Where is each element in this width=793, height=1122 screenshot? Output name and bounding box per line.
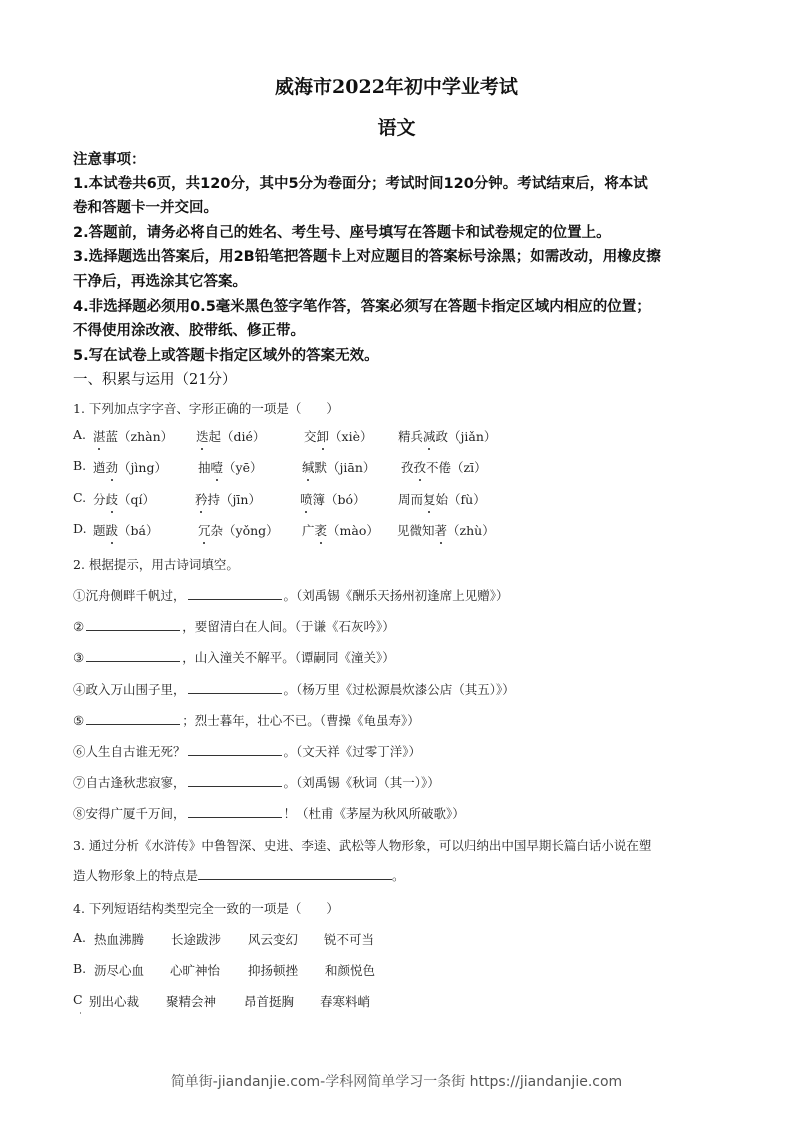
dotted-char: 复 bbox=[423, 492, 436, 507]
option-item: 风云变幻 bbox=[248, 932, 299, 947]
option-item: 抑扬顿挫 bbox=[248, 963, 299, 978]
q3-answer-line: 造人物形象上的特点是 。 bbox=[73, 868, 405, 883]
fill-blank-item: ② ，要留清白在人间。（于谦《石灰吟》） bbox=[73, 619, 395, 634]
option-label: C. bbox=[73, 490, 87, 505]
dotted-char: 劲 bbox=[105, 460, 119, 475]
answer-blank[interactable] bbox=[188, 785, 282, 787]
q3-stem: 3. 通过分析《水浒传》中鲁智深、史进、李逵、武松等人物形象，可以归纳出中国早期长篇白话小说在塑 bbox=[73, 838, 652, 853]
option-item: 春寒料峭 bbox=[320, 994, 371, 1009]
dotted-char: 歧 bbox=[105, 492, 119, 507]
answer-blank[interactable] bbox=[86, 660, 180, 662]
option-label: B. bbox=[73, 961, 87, 976]
option-item: 湛蓝（zhàn） bbox=[93, 429, 174, 444]
dotted-char: 噎 bbox=[210, 460, 224, 475]
fill-blank-item: ⑥人生自古谁无死？ 。（文天祥《过零丁洋》） bbox=[73, 744, 422, 759]
answer-blank[interactable] bbox=[188, 598, 282, 600]
notice-heading: 注意事项： bbox=[73, 152, 146, 168]
option-label: D. bbox=[73, 521, 87, 536]
dotted-char: 冗 bbox=[198, 523, 211, 538]
dotted-char: 迭 bbox=[196, 429, 209, 444]
option-item: 广袤（mào） bbox=[302, 523, 379, 538]
option-item: 周而复始（fù） bbox=[398, 492, 486, 507]
option-item: 别出心裁 bbox=[89, 994, 140, 1009]
dotted-char: 卸 bbox=[316, 429, 330, 444]
notice-line: 4.非选择题必须用0.5毫米黑色签字笔作答，答案必须写在答题卡指定区域内相应的位置； bbox=[73, 299, 651, 315]
q1-stem: 1. 下列加点字字音、字形正确的一项是（ ） bbox=[73, 401, 339, 416]
dotted-char: 跋 bbox=[105, 523, 119, 538]
answer-blank[interactable] bbox=[86, 629, 180, 631]
option-item: 喷簿（bó） bbox=[300, 492, 366, 507]
notice-line: 2.答题前，请务必将自己的姓名、考生号、座号填写在答题卡和试卷规定的位置上。 bbox=[73, 225, 611, 241]
option-item: 和颜悦色 bbox=[325, 963, 376, 978]
fill-blank-item: ③ ，山入潼关不解平。（谭嗣同《潼关》） bbox=[73, 650, 395, 665]
option-label: A. bbox=[73, 930, 87, 945]
option-item: 热血沸腾 bbox=[94, 932, 145, 947]
dotted-char: 矜 bbox=[195, 492, 208, 507]
answer-blank[interactable] bbox=[86, 723, 180, 725]
dotted-char: 袤 bbox=[314, 523, 328, 538]
option-item: 昂首挺胸 bbox=[244, 994, 295, 1009]
dotted-char: 喷 bbox=[300, 492, 313, 507]
notice-line: 5.写在试卷上或答题卡指定区域外的答案无效。 bbox=[73, 348, 379, 364]
option-label: B. bbox=[73, 458, 87, 473]
option-label: C bbox=[73, 992, 83, 1007]
option-item: 冗杂（yǒng） bbox=[198, 523, 279, 538]
option-item: 缄默（jiān） bbox=[302, 460, 376, 475]
option-item: 长途跋涉 bbox=[171, 932, 222, 947]
notice-line: 1.本试卷共6页，共120分，其中5分为卷面分；考试时间120分钟。考试结束后，将本试 bbox=[73, 176, 648, 192]
exam-subject: 语文 bbox=[377, 117, 416, 139]
q2-stem: 2. 根据提示，用古诗词填空。 bbox=[73, 557, 239, 572]
answer-blank[interactable] bbox=[188, 816, 282, 818]
option-item: 分歧（qí） bbox=[93, 492, 156, 507]
option-item: 孜孜不倦（zī） bbox=[401, 460, 487, 475]
notice-line: 3.选择题选出答案后，用2B铅笔把答题卡上对应题目的答案标号涂黑；如需改动，用橡皮擦 bbox=[73, 249, 661, 265]
option-label: A. bbox=[73, 427, 87, 442]
fill-blank-item: ⑧安得广厦千万间， ！（杜甫《茅屋为秋风所破歌》） bbox=[73, 806, 465, 821]
fill-blank-item: ④政入万山围子里， 。（杨万里《过松源晨炊漆公店（其五）》） bbox=[73, 682, 515, 697]
scan-speck bbox=[80, 1012, 81, 1014]
option-item: 抽噎（yē） bbox=[198, 460, 263, 475]
option-item: 精兵减政（jiǎn） bbox=[398, 429, 497, 444]
q4-stem: 4. 下列短语结构类型完全一致的一项是（ ） bbox=[73, 901, 339, 916]
answer-blank[interactable] bbox=[188, 754, 282, 756]
section-heading: 一、积累与运用（21分） bbox=[73, 372, 237, 388]
option-item: 锐不可当 bbox=[324, 932, 375, 947]
option-item: 聚精会神 bbox=[166, 994, 217, 1009]
notice-line: 不得使用涂改液、胶带纸、修正带。 bbox=[73, 323, 305, 339]
option-item: 心旷神怡 bbox=[170, 963, 221, 978]
dotted-char: 缄 bbox=[302, 460, 315, 475]
dotted-char: 湛 bbox=[93, 429, 106, 444]
fill-blank-item: ①沉舟侧畔千帆过， 。（刘禹锡《酬乐天扬州初逢席上见赠》） bbox=[73, 588, 509, 603]
option-item: 矜持（jīn） bbox=[195, 492, 261, 507]
fill-blank-item: ⑤ ；烈士暮年，壮心不已。（曹操《龟虽寿》） bbox=[73, 713, 420, 728]
option-item: 题跋（bá） bbox=[93, 523, 159, 538]
notice-line: 卷和答题卡一并交回。 bbox=[73, 200, 218, 216]
option-item: 交卸（xiè） bbox=[304, 429, 373, 444]
option-item: 迭起（dié） bbox=[196, 429, 266, 444]
option-item: 沥尽心血 bbox=[94, 963, 145, 978]
option-item: 见微知著（zhù） bbox=[397, 523, 495, 538]
option-item: 遒劲（jìng） bbox=[93, 460, 167, 475]
dotted-char: 著 bbox=[434, 523, 448, 538]
dotted-char: 孜 bbox=[413, 460, 427, 475]
fill-blank-item: ⑦自古逢秋悲寂寥， 。（刘禹锡《秋词（其一）》） bbox=[73, 775, 440, 790]
footer-watermark: 简单街-jiandanjie.com-学科网简单学习一条街 https://jiandanjie.com bbox=[170, 1074, 623, 1090]
notice-line: 干净后，再选涂其它答案。 bbox=[73, 274, 247, 290]
dotted-char: 减 bbox=[423, 429, 436, 444]
answer-blank[interactable] bbox=[188, 692, 282, 694]
answer-blank[interactable] bbox=[198, 878, 392, 880]
exam-title: 威海市2022年初中学业考试 bbox=[275, 76, 518, 98]
